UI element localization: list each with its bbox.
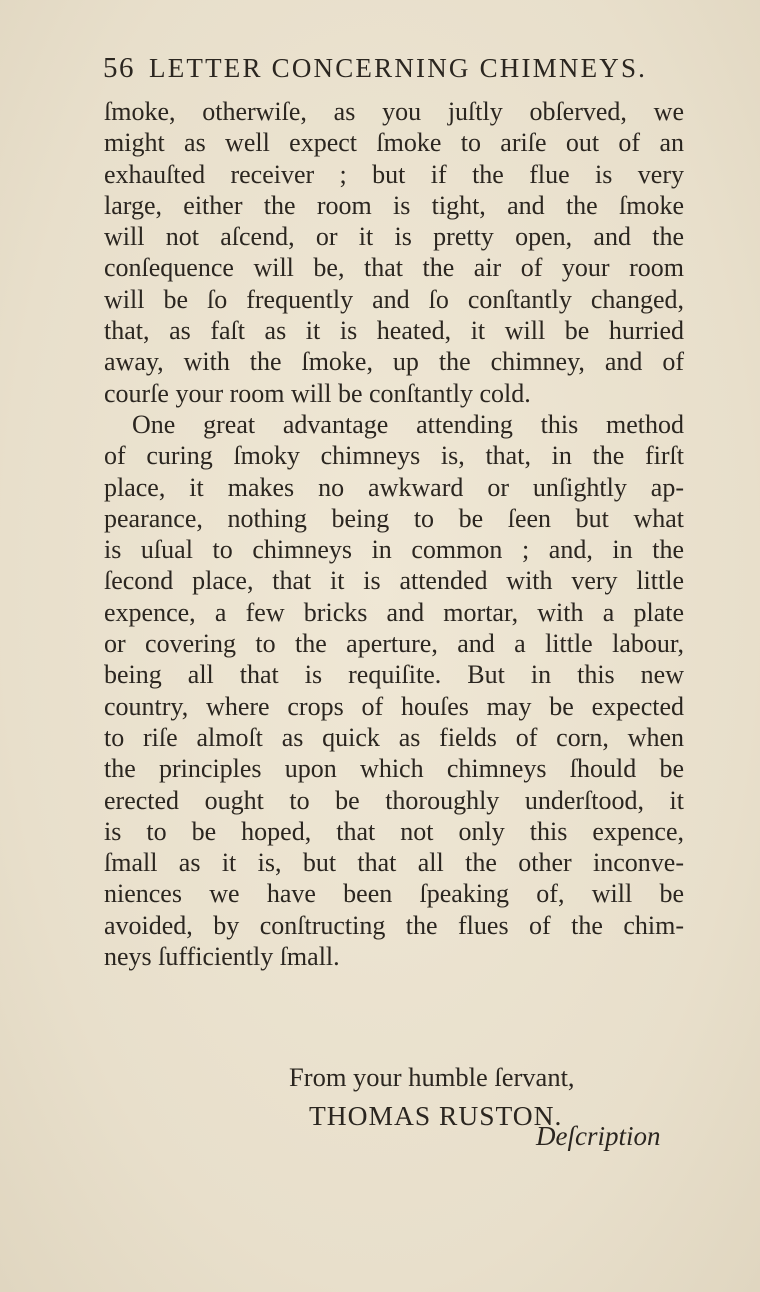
text-line: neys ſufficiently ſmall. — [104, 942, 340, 972]
text-line: avoided, by conſtructing the flues of the chim- — [104, 910, 684, 940]
text-line: large, either the room is tight, and the ſmoke — [104, 190, 684, 220]
text-line: expence, a few bricks and mortar, with a plate — [104, 597, 684, 627]
page-number: 56 — [103, 52, 135, 84]
text-line: place, it makes no awkward or unſightly ap- — [104, 472, 684, 502]
letter-closing: From your humble ſervant, — [289, 1062, 575, 1092]
signature: THOMAS RUSTON. — [309, 1100, 563, 1131]
running-title: LETTER CONCERNING CHIMNEYS. — [149, 53, 648, 83]
text-line: is uſual to chimneys in common ; and, in the — [104, 535, 684, 565]
catchword: Deſcription — [536, 1121, 661, 1151]
text-line: niences we have been ſpeaking of, will be — [104, 879, 684, 909]
text-line: or covering to the aperture, and a little labour, — [104, 629, 684, 659]
text-line: ſmall as it is, but that all the other inconve- — [104, 848, 684, 878]
text-line: ſecond place, that it is attended with very little — [104, 566, 684, 596]
text-line: of curing ſmoky chimneys is, that, in the firſt — [104, 441, 684, 471]
text-line: One great advantage attending this method — [132, 409, 684, 439]
text-line: that, as faſt as it is heated, it will be hurried — [104, 316, 684, 346]
text-line: ſmoke, otherwiſe, as you juſtly obſerved, we — [104, 97, 684, 126]
text-line: to riſe almoſt as quick as fields of corn, when — [104, 722, 684, 752]
running-header — [103, 52, 647, 85]
text-line: erected ought to be thoroughly underſtood, it — [104, 785, 684, 815]
text-line: conſequence will be, that the air of your room — [104, 253, 684, 283]
text-line: the principles upon which chimneys ſhould be — [104, 754, 684, 784]
text-line: being all that is requiſite. But in this new — [104, 660, 684, 690]
text-line: will be ſo frequently and ſo conſtantly changed, — [104, 284, 684, 314]
text-line: away, with the ſmoke, up the chimney, and of — [104, 347, 684, 377]
text-line: might as well expect ſmoke to ariſe out of an — [104, 128, 684, 158]
text-line: will not aſcend, or it is pretty open, and the — [104, 222, 684, 252]
text-line: is to be hoped, that not only this expence, — [104, 816, 684, 846]
text-line: country, where crops of houſes may be expected — [104, 691, 684, 721]
text-line: courſe your room will be conſtantly cold. — [104, 378, 531, 408]
text-line: exhauſted receiver ; but if the flue is very — [104, 159, 684, 189]
text-line: pearance, nothing being to be ſeen but what — [104, 503, 684, 533]
body-text — [104, 96, 684, 972]
